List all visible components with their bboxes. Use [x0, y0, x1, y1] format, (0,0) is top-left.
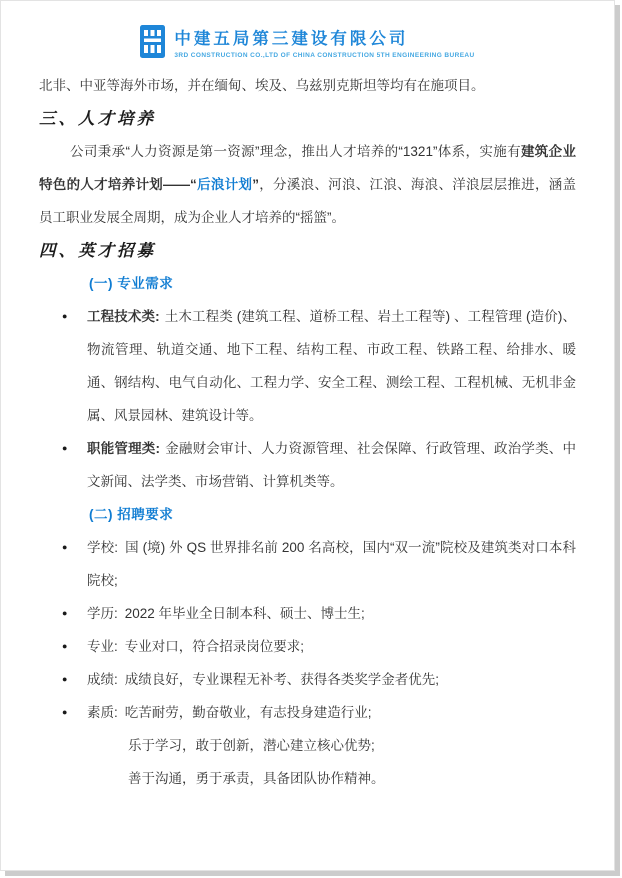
item-text: 金融财会审计、人力资源管理、社会保障、行政管理、政治学类、中文新闻、法学类、市场营销、计算机类等。: [87, 441, 576, 489]
majors-list: [39, 300, 576, 498]
item-label: 工程技术类:: [87, 309, 160, 324]
item-label: 专业:: [87, 639, 118, 654]
item-text: 土木工程类 (建筑工程、道桥工程、岩土工程等) 、工程管理 (造价)、物流管理、轨道交通、地下工程、结构工程、市政工程、铁路工程、给排水、暖通、钢结构、电气自动化、工程力学、安全工程、测绘工程、工程机械、无机非金属、风景园林、建筑设计等。: [87, 309, 576, 423]
item-text: 2022 年毕业全日制本科、硕士、博士生;: [124, 606, 365, 621]
bullet-icon: ●: [62, 641, 68, 651]
item-text-continuation: 乐于学习，敢于创新，潜心建立核心优势;: [128, 738, 375, 753]
subheading-major-needs: (一) 专业需求: [89, 276, 174, 291]
talent-text-normal-1: 公司秉承“人力资源是第一资源”理念，推出人才培养的“1321”体系，实施有: [70, 144, 521, 159]
list-item-management: [61, 432, 576, 498]
requirements-list: [39, 531, 576, 795]
company-name-en: 3RD CONSTRUCTION CO.,LTD OF CHINA CONSTRUCTION 5TH ENGINEERING BUREAU: [174, 51, 475, 59]
bullet-icon: ●: [62, 443, 68, 453]
talent-paragraph: [39, 135, 576, 234]
list-item-qualities: [61, 696, 576, 795]
item-text: 吃苦耐劳，勤奋敬业，有志投身建造行业;: [124, 705, 372, 720]
talent-text-bold-close: ”: [252, 177, 259, 192]
intro-paragraph: 北非、中亚等海外市场，并在缅甸、埃及、乌兹别克斯坦等均有在施项目。: [39, 78, 485, 93]
item-label: 素质:: [87, 705, 118, 720]
list-item-school: [61, 531, 576, 597]
item-label: 成绩:: [87, 672, 118, 687]
section-heading-recruit: 四、英才招募: [39, 241, 156, 260]
item-label: 职能管理类:: [87, 441, 160, 456]
company-name-cn: 中建五局第三建设有限公司: [174, 29, 409, 48]
bullet-icon: ●: [62, 707, 68, 717]
bullet-icon: ●: [62, 608, 68, 618]
bullet-icon: ●: [62, 674, 68, 684]
item-text: 成绩良好，专业课程无补考、获得各类奖学金者优先;: [124, 672, 440, 687]
item-text-continuation: 善于沟通，勇于承责，具备团队协作精神。: [128, 771, 385, 786]
talent-text-normal-2: ，分溪浪、河浪、江浪、海浪、洋浪层层推进，涵盖员工职业发展全周期，成为企业人才培养的“摇篮”。: [39, 177, 577, 225]
subheading-requirements: (二) 招聘要求: [89, 507, 174, 522]
item-text: 专业对口，符合招录岗位要求;: [124, 639, 305, 654]
list-item-grades: [61, 663, 576, 696]
talent-plan-highlight: 后浪计划: [196, 177, 253, 192]
item-label: 学校:: [87, 540, 118, 555]
company-header: [39, 25, 576, 63]
cscec-logo-icon: [140, 25, 165, 63]
list-item-education: [61, 597, 576, 630]
item-label: 学历:: [87, 606, 118, 621]
list-item-engineering: [61, 300, 576, 432]
list-item-major: [61, 630, 576, 663]
bullet-icon: ●: [62, 311, 68, 321]
document-body: [39, 69, 576, 795]
section-heading-talent: 三、人才培养: [39, 109, 156, 128]
bullet-icon: ●: [62, 542, 68, 552]
talent-text-bold: 建筑企业特色的人才培养计划——“: [39, 144, 577, 192]
item-text: 国 (境) 外 QS 世界排名前 200 名高校，国内“双一流”院校及建筑类对口本科院校;: [87, 540, 576, 588]
